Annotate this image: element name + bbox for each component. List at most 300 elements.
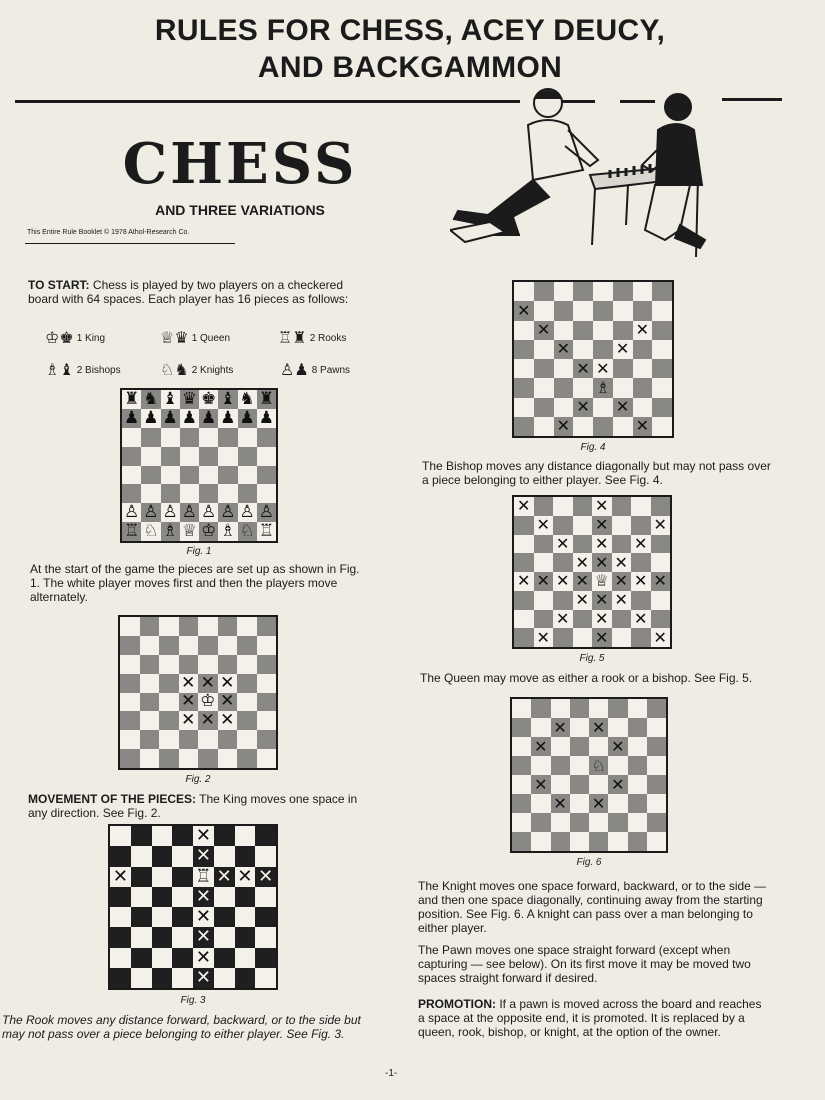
- board-square: [628, 737, 647, 756]
- board-square: [613, 321, 633, 340]
- board-square: [612, 497, 632, 516]
- fig4-caption: Fig. 4: [580, 442, 606, 453]
- board-square: [514, 301, 534, 320]
- board-square: [237, 693, 257, 712]
- fig3-board: [108, 824, 278, 990]
- board-square: [512, 794, 531, 813]
- board-square: [140, 674, 160, 693]
- board-square: [631, 591, 651, 610]
- board-square: [534, 359, 554, 378]
- board-square: [257, 503, 276, 522]
- white-knight-icon: ♘: [143, 522, 159, 541]
- board-square: [198, 711, 218, 730]
- board-square: [122, 503, 141, 522]
- promotion-paragraph: [418, 997, 770, 1039]
- move-mark-icon: ✕: [556, 339, 571, 359]
- board-square: [534, 535, 554, 554]
- move-mark-icon: ✕: [596, 359, 610, 378]
- white-pawn-icon: ♙: [239, 503, 255, 523]
- board-square: [172, 826, 193, 846]
- move-mark-icon: ✕: [556, 416, 571, 436]
- board-square: [534, 378, 554, 397]
- board-square: [218, 503, 237, 522]
- board-square: [257, 711, 277, 730]
- board-square: [193, 948, 214, 968]
- board-square: [238, 428, 257, 447]
- board-square: [514, 340, 534, 359]
- board-square: [573, 359, 593, 378]
- board-square: [554, 321, 574, 340]
- board-square: [531, 756, 550, 775]
- move-mark-icon: ✕: [195, 907, 211, 928]
- board-square: [589, 718, 608, 737]
- board-square: [255, 867, 276, 887]
- board-square: [199, 390, 218, 409]
- board-square: [647, 775, 666, 794]
- move-mark-icon: ✕: [595, 628, 609, 647]
- black-pawn-icon: ♟: [258, 408, 274, 428]
- board-square: [193, 867, 214, 887]
- board-square: [120, 749, 140, 768]
- board-square: [608, 832, 627, 851]
- board-square: [592, 572, 612, 591]
- board-square: [218, 693, 238, 712]
- board-square: [179, 749, 199, 768]
- board-square: [214, 968, 235, 988]
- board-square: [573, 610, 593, 629]
- board-square: [255, 907, 276, 927]
- move-mark-icon: ✕: [112, 866, 128, 887]
- board-square: [193, 907, 214, 927]
- board-square: [218, 617, 238, 636]
- white-knight-icon: ♘: [591, 756, 606, 775]
- board-square: [573, 321, 593, 340]
- board-square: [613, 398, 633, 417]
- board-square: [608, 756, 627, 775]
- board-square: [257, 693, 277, 712]
- board-square: [218, 466, 237, 485]
- board-square: [122, 484, 141, 503]
- board-square: [512, 813, 531, 832]
- board-square: [161, 466, 180, 485]
- board-square: [198, 636, 218, 655]
- board-square: [651, 610, 671, 629]
- board-square: [180, 466, 199, 485]
- board-square: [613, 378, 633, 397]
- board-square: [531, 718, 550, 737]
- board-square: [651, 628, 671, 647]
- board-square: [140, 730, 160, 749]
- board-square: [652, 417, 672, 436]
- board-square: [633, 359, 653, 378]
- board-square: [120, 617, 140, 636]
- board-square: [534, 610, 554, 629]
- board-square: [631, 535, 651, 554]
- white-pawn-icon: ♙: [201, 503, 217, 523]
- board-square: [647, 813, 666, 832]
- black-bishop-icon: ♝: [220, 390, 236, 409]
- board-square: [122, 522, 141, 541]
- black-pawn-icon: ♟: [239, 408, 255, 428]
- board-square: [514, 516, 534, 535]
- board-square: [514, 628, 534, 647]
- bishop-icon: ♗♝: [45, 360, 74, 379]
- move-mark-icon: ✕: [220, 673, 235, 693]
- board-square: [159, 674, 179, 693]
- board-square: [110, 826, 131, 846]
- legend-pawns-label: 8 Pawns: [311, 364, 351, 376]
- rook-paragraph: The Rook moves any distance forward, backward, or to the side but may not pass over a piece belonging to either player. See Fig. 3.: [2, 1013, 361, 1041]
- board-square: [514, 553, 534, 572]
- board-square: [141, 503, 160, 522]
- move-mark-icon: ✕: [181, 711, 196, 731]
- subtitle: AND THREE VARIATIONS: [155, 202, 325, 218]
- board-square: [573, 282, 593, 301]
- board-square: [651, 535, 671, 554]
- board-square: [214, 846, 235, 866]
- board-square: [608, 718, 627, 737]
- board-square: [238, 484, 257, 503]
- promotion-label: PROMOTION:: [418, 997, 496, 1011]
- board-square: [198, 693, 218, 712]
- black-rook-icon: ♜: [124, 390, 140, 409]
- board-square: [179, 617, 199, 636]
- board-square: [612, 628, 632, 647]
- board-square: [553, 497, 573, 516]
- move-mark-icon: ✕: [517, 301, 531, 320]
- board-square: [554, 301, 574, 320]
- page-title: [60, 12, 760, 86]
- move-mark-icon: ✕: [534, 775, 548, 794]
- board-square: [122, 466, 141, 485]
- board-square: [237, 674, 257, 693]
- board-square: [257, 655, 277, 674]
- board-square: [628, 794, 647, 813]
- move-mark-icon: ✕: [635, 416, 650, 436]
- board-square: [257, 730, 277, 749]
- white-queen-icon: ♕: [181, 522, 197, 541]
- board-square: [152, 948, 173, 968]
- board-square: [514, 591, 534, 610]
- board-square: [514, 282, 534, 301]
- legend-bishops: [45, 362, 121, 378]
- board-square: [514, 497, 534, 516]
- board-square: [179, 730, 199, 749]
- title-line-1: RULES FOR CHESS, ACEY DEUCY,: [154, 14, 666, 47]
- move-mark-icon: ✕: [534, 737, 548, 756]
- board-square: [235, 927, 256, 947]
- board-square: [551, 737, 570, 756]
- board-square: [573, 591, 593, 610]
- board-square: [159, 617, 179, 636]
- board-square: [198, 655, 218, 674]
- legend-bishops-label: 2 Bishops: [76, 364, 121, 376]
- board-square: [110, 907, 131, 927]
- title-rule-left: [15, 100, 520, 103]
- board-square: [633, 340, 653, 359]
- board-square: [161, 390, 180, 409]
- board-square: [647, 718, 666, 737]
- board-square: [573, 340, 593, 359]
- board-square: [592, 535, 612, 554]
- board-square: [633, 398, 653, 417]
- board-square: [531, 775, 550, 794]
- board-square: [534, 282, 554, 301]
- board-square: [631, 553, 651, 572]
- black-pawn-icon: ♟: [124, 408, 140, 428]
- movement-label: MOVEMENT OF THE PIECES:: [28, 792, 197, 806]
- board-square: [257, 409, 276, 428]
- move-mark-icon: ✕: [614, 572, 628, 591]
- board-square: [141, 428, 160, 447]
- move-mark-icon: ✕: [614, 590, 628, 610]
- black-rook-icon: ♜: [258, 390, 274, 409]
- board-square: [193, 927, 214, 947]
- white-bishop-icon: ♗: [162, 522, 178, 541]
- board-square: [512, 737, 531, 756]
- board-square: [199, 484, 218, 503]
- legend-queen: [160, 330, 230, 346]
- board-square: [172, 846, 193, 866]
- board-square: [554, 378, 574, 397]
- intro-label: TO START:: [28, 278, 90, 292]
- board-square: [647, 794, 666, 813]
- move-mark-icon: ✕: [195, 947, 211, 968]
- board-square: [237, 711, 257, 730]
- board-square: [551, 718, 570, 737]
- board-square: [553, 628, 573, 647]
- board-square: [198, 617, 218, 636]
- white-pawn-icon: ♙: [124, 503, 140, 523]
- board-square: [237, 730, 257, 749]
- move-mark-icon: ✕: [200, 673, 215, 693]
- board-square: [235, 968, 256, 988]
- board-square: [631, 610, 651, 629]
- board-square: [237, 636, 257, 655]
- board-square: [570, 775, 589, 794]
- board-square: [651, 516, 671, 535]
- board-square: [628, 756, 647, 775]
- legend-rooks: [278, 330, 346, 346]
- board-square: [255, 887, 276, 907]
- movement-paragraph: [28, 792, 373, 820]
- board-square: [198, 749, 218, 768]
- move-mark-icon: ✕: [195, 846, 211, 867]
- white-rook-icon: ♖: [258, 522, 274, 541]
- board-square: [193, 826, 214, 846]
- board-square: [238, 390, 257, 409]
- move-mark-icon: ✕: [536, 572, 550, 591]
- move-mark-icon: ✕: [556, 609, 570, 628]
- board-square: [573, 417, 593, 436]
- board-square: [570, 794, 589, 813]
- board-square: [159, 711, 179, 730]
- board-square: [152, 846, 173, 866]
- board-square: [570, 756, 589, 775]
- board-square: [551, 832, 570, 851]
- white-pawn-icon: ♙: [162, 503, 178, 523]
- white-queen-icon: ♕: [594, 572, 609, 591]
- board-square: [573, 572, 593, 591]
- board-square: [199, 409, 218, 428]
- board-square: [651, 591, 671, 610]
- move-mark-icon: ✕: [576, 359, 590, 378]
- fig3-caption: Fig. 3: [180, 995, 206, 1006]
- move-mark-icon: ✕: [653, 628, 667, 647]
- board-square: [172, 867, 193, 887]
- white-pawn-icon: ♙: [181, 503, 197, 523]
- copyright-note: This Entire Rule Booklet © 1978 Athol-Research Co.: [27, 229, 190, 236]
- board-square: [131, 907, 152, 927]
- board-square: [172, 907, 193, 927]
- board-square: [633, 417, 653, 436]
- board-square: [652, 282, 672, 301]
- board-square: [218, 636, 238, 655]
- board-square: [120, 655, 140, 674]
- board-square: [122, 390, 141, 409]
- board-square: [573, 516, 593, 535]
- move-mark-icon: ✕: [611, 737, 625, 756]
- board-square: [553, 535, 573, 554]
- board-square: [159, 636, 179, 655]
- board-square: [573, 378, 593, 397]
- board-square: [514, 572, 534, 591]
- move-mark-icon: ✕: [200, 711, 215, 731]
- move-mark-icon: ✕: [595, 553, 609, 572]
- board-square: [608, 794, 627, 813]
- board-square: [589, 699, 608, 718]
- board-square: [172, 968, 193, 988]
- board-square: [159, 749, 179, 768]
- board-square: [161, 503, 180, 522]
- board-square: [589, 813, 608, 832]
- board-square: [512, 699, 531, 718]
- move-mark-icon: ✕: [195, 886, 211, 907]
- board-square: [512, 718, 531, 737]
- board-square: [214, 948, 235, 968]
- board-square: [593, 378, 613, 397]
- board-square: [152, 887, 173, 907]
- board-square: [593, 398, 613, 417]
- fig5-caption: Fig. 5: [579, 653, 605, 664]
- board-square: [214, 907, 235, 927]
- board-square: [554, 417, 574, 436]
- board-square: [651, 572, 671, 591]
- board-square: [179, 655, 199, 674]
- board-square: [534, 516, 554, 535]
- board-square: [613, 301, 633, 320]
- board-square: [651, 553, 671, 572]
- board-square: [531, 794, 550, 813]
- board-square: [534, 591, 554, 610]
- board-square: [589, 737, 608, 756]
- board-square: [531, 737, 550, 756]
- board-square: [633, 282, 653, 301]
- black-pawn-icon: ♟: [201, 408, 217, 428]
- board-square: [573, 398, 593, 417]
- fig5-board: [512, 495, 672, 649]
- move-mark-icon: ✕: [595, 515, 609, 535]
- queen-icon: ♕♛: [160, 328, 189, 347]
- board-square: [193, 887, 214, 907]
- board-square: [534, 321, 554, 340]
- intro-text: Chess is played by two players on a checkered board with 64 spaces. Each player has 16 pieces as follows:: [28, 278, 349, 306]
- board-square: [159, 693, 179, 712]
- black-pawn-icon: ♟: [162, 408, 178, 428]
- board-square: [235, 846, 256, 866]
- board-square: [652, 321, 672, 340]
- board-square: [647, 756, 666, 775]
- board-square: [613, 417, 633, 436]
- move-mark-icon: ✕: [536, 628, 550, 647]
- board-square: [613, 282, 633, 301]
- board-square: [257, 390, 276, 409]
- board-square: [152, 968, 173, 988]
- board-square: [553, 553, 573, 572]
- move-mark-icon: ✕: [536, 320, 551, 340]
- board-square: [633, 301, 653, 320]
- board-square: [140, 749, 160, 768]
- bishop-paragraph: The Bishop moves any distance diagonally but may not pass over a piece belonging to either player. See Fig. 4.: [422, 459, 771, 487]
- board-square: [628, 813, 647, 832]
- black-bishop-icon: ♝: [162, 390, 178, 409]
- board-square: [180, 428, 199, 447]
- knight-paragraph: The Knight moves one space forward, backward, or to the side — and then one space diagonally, continuing away from the starting position. See Fig. 6. A knight can pass over a man belonging to either player.: [418, 879, 767, 935]
- board-square: [592, 516, 612, 535]
- board-square: [198, 674, 218, 693]
- board-square: [152, 826, 173, 846]
- move-mark-icon: ✕: [576, 397, 590, 417]
- move-mark-icon: ✕: [653, 572, 667, 591]
- board-square: [110, 927, 131, 947]
- board-square: [141, 484, 160, 503]
- move-mark-icon: ✕: [635, 320, 650, 340]
- black-pawn-icon: ♟: [143, 408, 159, 428]
- board-square: [512, 775, 531, 794]
- board-square: [255, 968, 276, 988]
- board-square: [531, 832, 550, 851]
- move-mark-icon: ✕: [195, 826, 211, 847]
- board-square: [255, 948, 276, 968]
- board-square: [255, 826, 276, 846]
- board-square: [592, 591, 612, 610]
- board-square: [608, 813, 627, 832]
- legend-pawns: [280, 362, 350, 378]
- board-square: [631, 572, 651, 591]
- board-square: [159, 655, 179, 674]
- board-square: [257, 428, 276, 447]
- board-square: [141, 390, 160, 409]
- move-mark-icon: ✕: [258, 866, 274, 887]
- move-mark-icon: ✕: [653, 515, 667, 535]
- chess-heading: CHESS: [122, 131, 358, 197]
- board-square: [180, 390, 199, 409]
- board-square: [218, 484, 237, 503]
- board-square: [180, 447, 199, 466]
- board-square: [122, 409, 141, 428]
- move-mark-icon: ✕: [591, 794, 606, 813]
- board-square: [612, 535, 632, 554]
- board-square: [161, 484, 180, 503]
- move-mark-icon: ✕: [553, 718, 567, 737]
- board-square: [199, 428, 218, 447]
- board-square: [257, 617, 277, 636]
- board-square: [110, 948, 131, 968]
- move-mark-icon: ✕: [575, 590, 589, 610]
- rook-icon: ♖♜: [278, 328, 307, 347]
- board-square: [152, 867, 173, 887]
- promotion-text: If a pawn is moved across the board and reaches a space at the opposite end, it is promoted. It is replaced by a queen, rook, bishop, or knight, at the option of the owner.: [418, 997, 762, 1039]
